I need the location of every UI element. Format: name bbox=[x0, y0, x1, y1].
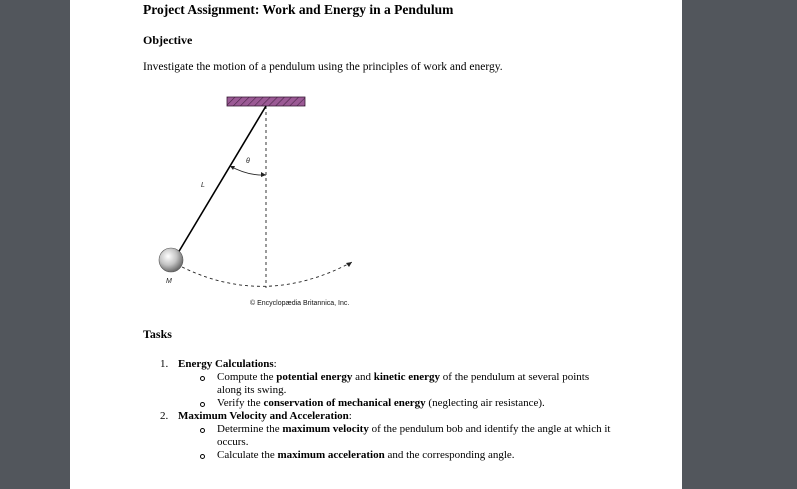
task-number: 1. bbox=[160, 358, 169, 370]
task-item: 1. Energy Calculations: bbox=[160, 358, 277, 370]
subtask-item bbox=[160, 423, 612, 449]
objective-text: Investigate the motion of a pendulum using the principles of work and energy. bbox=[143, 61, 503, 73]
bullet-icon bbox=[200, 402, 205, 407]
pendulum-figure bbox=[70, 0, 682, 320]
bullet-icon bbox=[200, 376, 205, 381]
swing-arc bbox=[182, 262, 352, 286]
pendulum-bob bbox=[159, 248, 183, 272]
tasks-heading: Tasks bbox=[143, 327, 172, 341]
task-list bbox=[160, 358, 612, 462]
subtask-text: Verify the conservation of mechanical energy (neglecting air resistance). bbox=[217, 397, 545, 409]
angle-arrowhead-right bbox=[261, 172, 266, 177]
task-title: Energy Calculations bbox=[178, 358, 274, 370]
subtask-text: Compute the potential energy and kinetic energy of the pendulum at several points along its swing. bbox=[217, 371, 590, 396]
page-title: Project Assignment: Work and Energy in a Pendulum bbox=[143, 2, 454, 17]
subtask-text: Calculate the maximum acceleration and the corresponding angle. bbox=[217, 449, 515, 461]
task-item: 2. Maximum Velocity and Acceleration: bbox=[160, 410, 352, 422]
bullet-icon bbox=[200, 428, 205, 433]
angle-arc bbox=[230, 166, 266, 175]
angle-label: θ bbox=[246, 158, 250, 165]
task-number: 2. bbox=[160, 410, 169, 422]
subtask-item bbox=[160, 371, 612, 397]
bullet-icon bbox=[200, 454, 205, 459]
mass-label: M bbox=[166, 278, 172, 285]
subtask-item bbox=[160, 397, 612, 410]
ceiling-support bbox=[227, 97, 305, 106]
swing-arc-arrowhead bbox=[346, 262, 352, 267]
document-page bbox=[70, 0, 682, 489]
pendulum-string bbox=[178, 106, 266, 253]
task-title: Maximum Velocity and Acceleration bbox=[178, 410, 349, 422]
length-label: L bbox=[201, 182, 205, 189]
subtask-text: Determine the maximum velocity of the pendulum bob and identify the angle at which it occurs. bbox=[217, 423, 611, 448]
objective-heading: Objective bbox=[143, 33, 193, 47]
subtask-item bbox=[160, 449, 612, 462]
image-credit: © Encyclopædia Britannica, Inc. bbox=[250, 300, 350, 307]
